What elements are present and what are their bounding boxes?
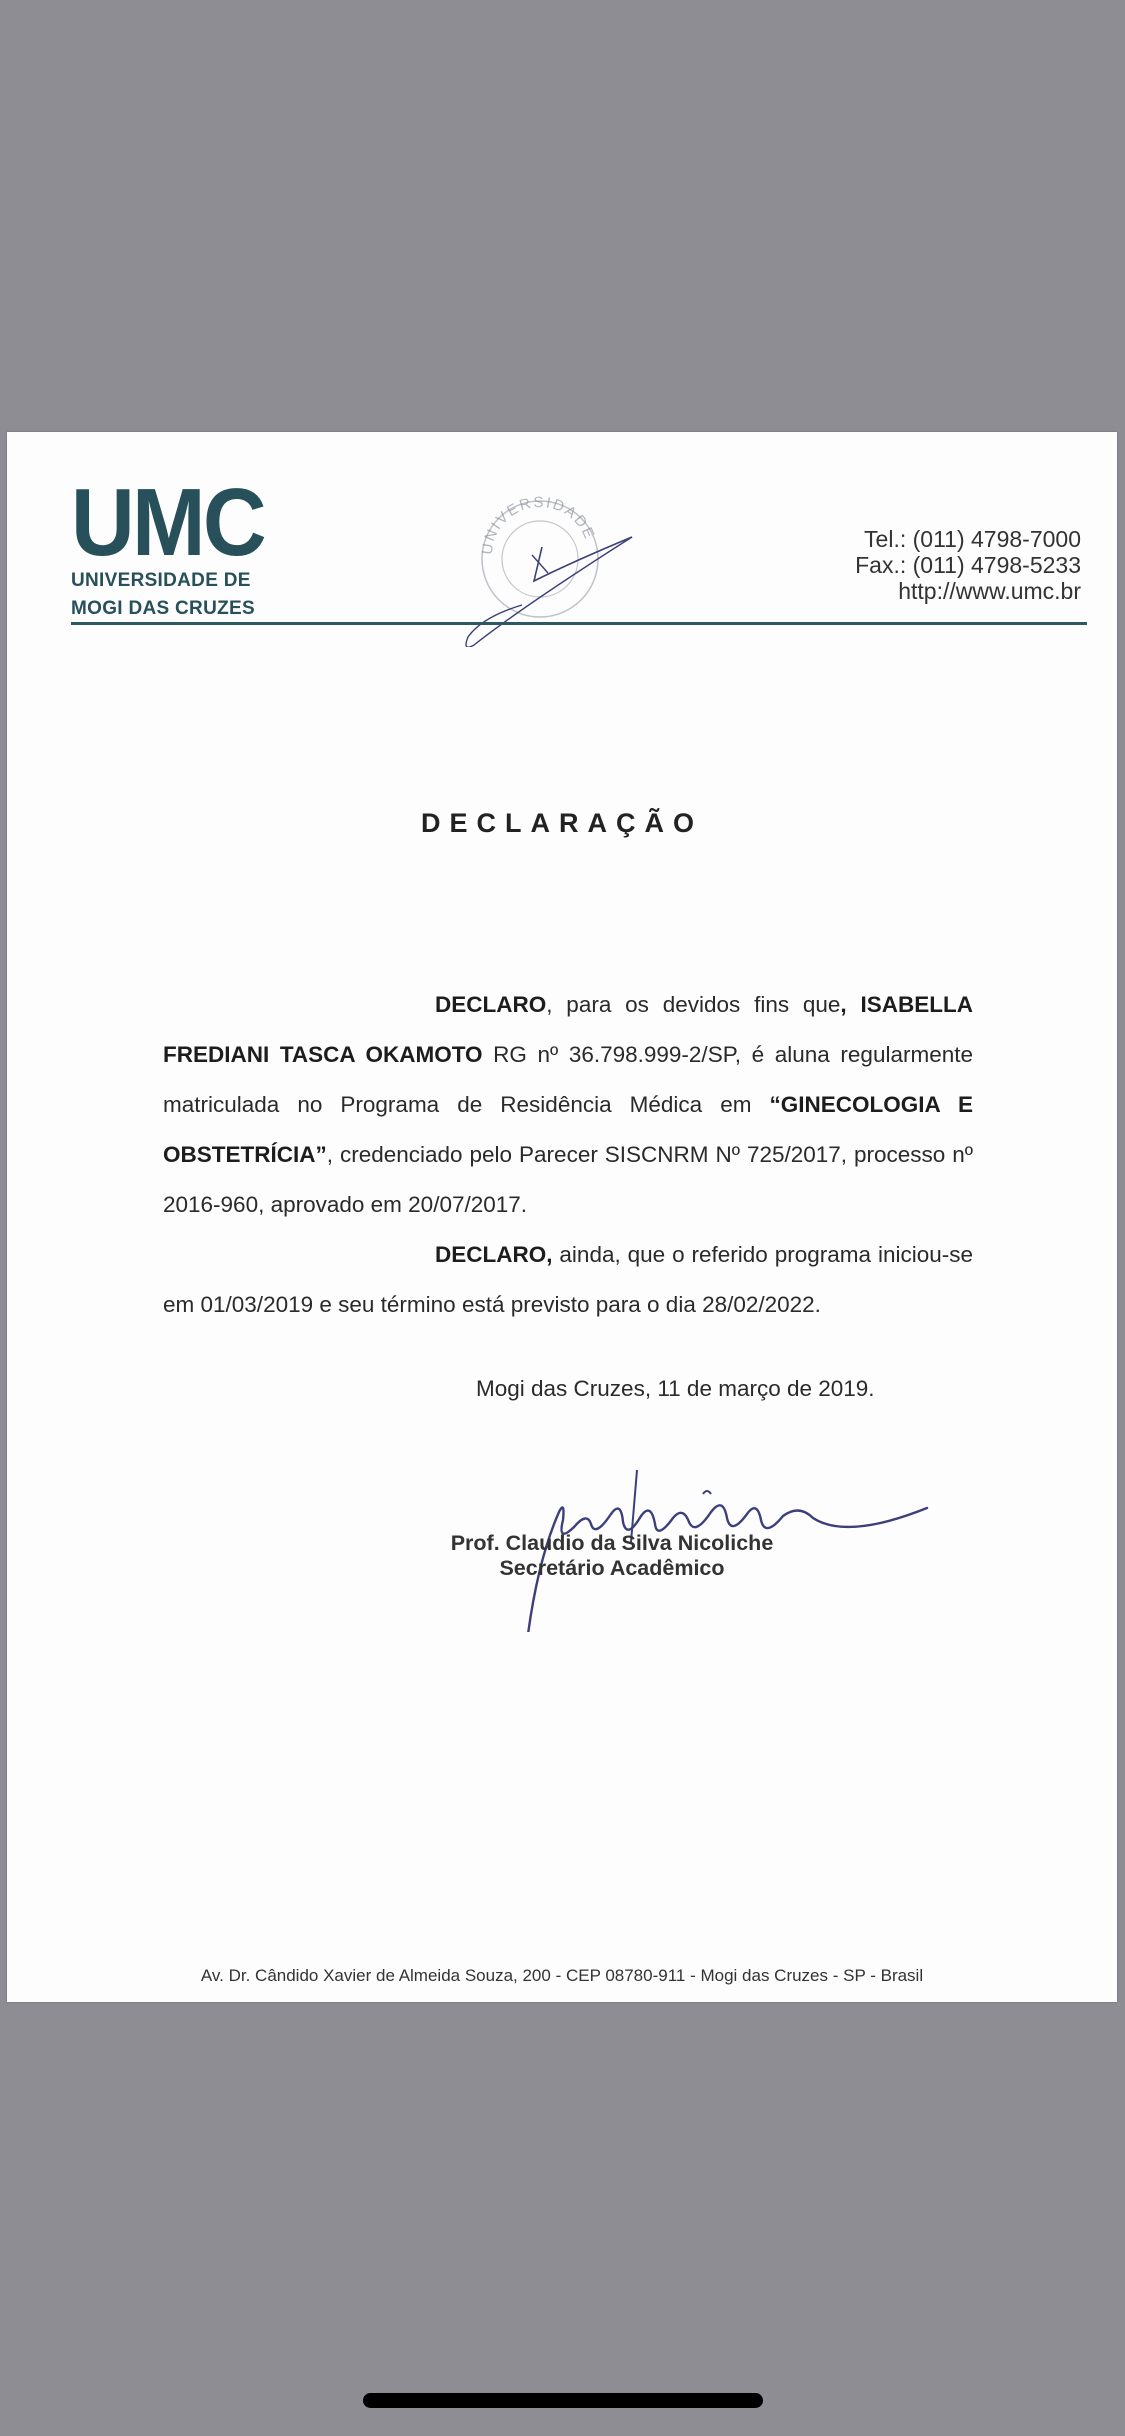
footer-address: Av. Dr. Cândido Xavier de Almeida Souza, 200 - CEP 08780-911 - Mogi das Cruzes - SP - Brasil	[200, 1966, 924, 1985]
umc-logo	[71, 469, 281, 620]
paragraph-1	[163, 980, 973, 1230]
p1-program-name: “GINECOLOGIA E OBSTETRÍCIA”	[163, 1092, 973, 1167]
p1-declaro: DECLARO	[435, 992, 547, 1017]
p2-declaro: DECLARO,	[435, 1242, 553, 1267]
contact-info	[855, 526, 1081, 604]
svg-text:UNIVERSIDADE	[479, 494, 599, 556]
p1-student-name: , ISABELLA FREDIANI TASCA OKAMOTO	[163, 992, 973, 1067]
contact-website: http://www.umc.br	[898, 578, 1081, 604]
paragraph-2	[163, 1230, 973, 1330]
seal-text: UNIVERSIDADE	[478, 493, 599, 556]
p1-text-a: , para os devidos fins que	[546, 992, 841, 1017]
p1-text-b: RG nº 36.798.999-2/SP, é aluna regularmente matriculada no Programa de Residência Médica em	[163, 1042, 973, 1117]
contact-fax: Fax.: (011) 4798-5233	[855, 552, 1081, 578]
p2-text: ainda, que o referido programa iniciou-se em 01/03/2019 e seu término está previsto para o dia 28/02/2022.	[163, 1242, 973, 1317]
declaration-body	[163, 980, 973, 1330]
signatory	[387, 1531, 837, 1581]
p1-text-c: , credenciado pelo Parecer SISCNRM Nº 725/2017, processo nº 2016-960, aprovado em 20/07/2017.	[163, 1142, 973, 1217]
contact-tel: Tel.: (011) 4798-7000	[864, 526, 1081, 552]
logo-mark: UMC	[71, 469, 264, 576]
logo-subtitle-line1: UNIVERSIDADE DE	[71, 570, 251, 591]
document-title: DECLARAÇÃO	[421, 808, 703, 838]
letterhead-divider	[71, 622, 1087, 625]
document-page	[7, 432, 1117, 2002]
signer-name: Prof. Claudio da Silva Nicoliche	[450, 1531, 774, 1555]
home-indicator[interactable]	[363, 2393, 763, 2408]
logo-subtitle-line2: MOGI DAS CRUZES	[71, 598, 255, 619]
signer-role: Secretário Acadêmico	[499, 1556, 725, 1580]
place-and-date: Mogi das Cruzes, 11 de março de 2019.	[476, 1376, 875, 1401]
